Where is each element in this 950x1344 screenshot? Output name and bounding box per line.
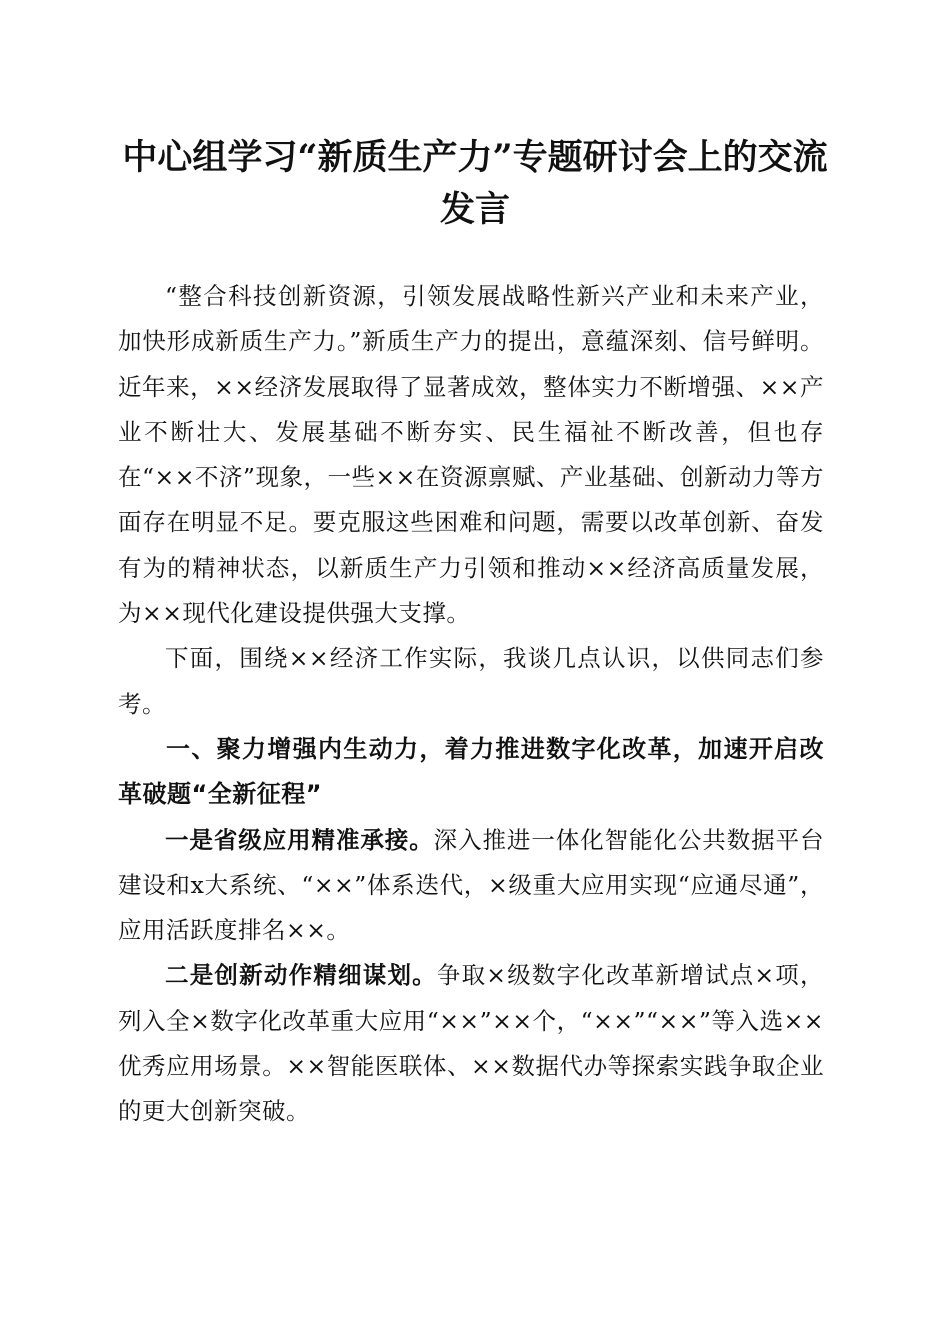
section-heading-1: 一、聚力增强内生动力，着力推进数字化改革，加速开启改革破题“全新征程” <box>118 734 824 809</box>
intro-paragraph: “整合科技创新资源，引领发展战略性新兴产业和未来产业，加快形成新质生产力。”新质生产力的提出，意蕴深刻、信号鲜明。近年来，××经济发展取得了显著成效，整体实力不断增强、××产业不断壮大、发展基础不断夯实、民生福祉不断改善，但也存在“××不济”现象，一些××在资源禀赋、产业基础、创新动力等方面存在明显不足。要克服这些困难和问题，需要以改革创新、奋发有为的精神状态，以新质生产力引领和推动××经济高质量发展，为××现代化建设提供强大支撑。 <box>118 282 824 628</box>
document-body <box>118 274 824 1135</box>
point-lead-2: 二是创新动作精细谋划。 <box>165 961 437 990</box>
point-paragraph-2 <box>118 953 824 1134</box>
point-text-2: 争取×级数字化改革新增试点×项，列入全×数字化改革重大应用“××”××个，“××”“××”等入选××优秀应用场景。××智能医联体、××数据代办等探索实践争取企业的更大创新突破。 <box>118 961 824 1126</box>
point-paragraph-1 <box>118 818 824 954</box>
point-text-1: 深入推进一体化智能化公共数据平台建设和x大系统、“××”体系迭代，×级重大应用实现“应通尽通”，应用活跃度排名××。 <box>118 825 825 945</box>
transition-paragraph: 下面，围绕××经济工作实际，我谈几点认识，以供同志们参考。 <box>118 644 824 718</box>
document-title: 中心组学习“新质生产力”专题研讨会上的交流发言 <box>122 137 828 230</box>
point-lead-1: 一是省级应用精准承接。 <box>165 825 434 854</box>
